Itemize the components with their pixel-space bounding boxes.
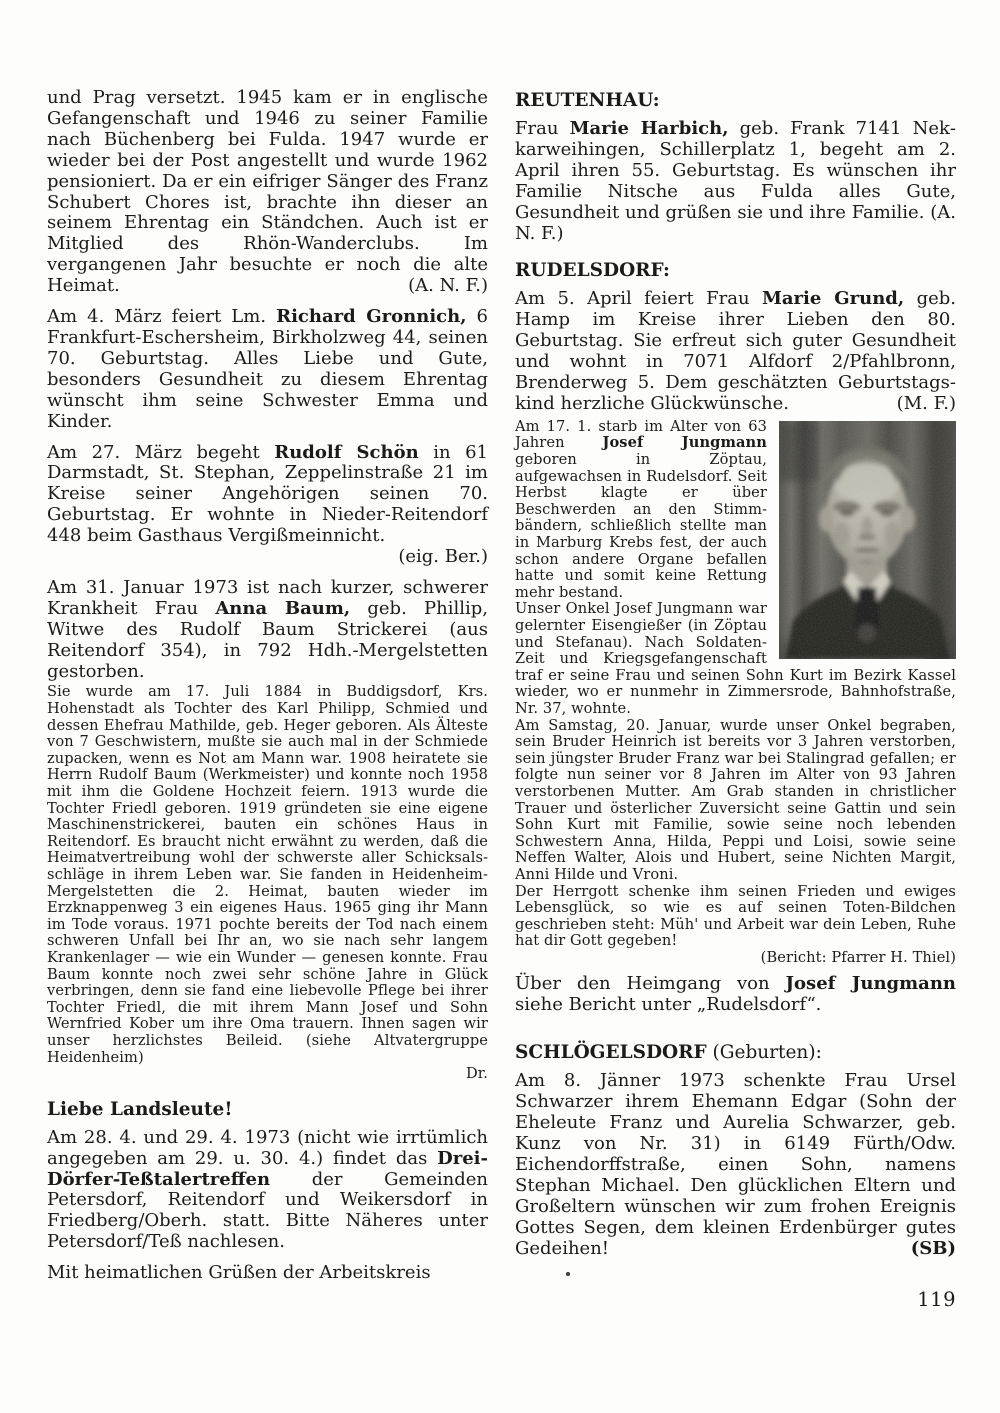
paragraph-text: Der Herrgott schenke ihm seinen Frieden und ewiges Lebensglück, so wie es auf seinen Toten-Bildchen geschrieben steht: Müh' und Arbeit war dein Leben, Ruhe hat dir Gott gegeben!: [515, 882, 956, 950]
right-column: [515, 88, 956, 1269]
paragraph-baum: [47, 578, 488, 683]
paragraph-harbich: [515, 119, 956, 244]
attribution: (M. F.): [896, 392, 956, 414]
paragraph-gruesse: Mit heimatlichen Grüßen der Arbeitskreis: [47, 1262, 431, 1284]
paragraph-text: Am 5. April feiert Frau: [515, 288, 762, 310]
person-name: Richard Gronnich,: [276, 306, 467, 328]
paragraph-text: geb. Phillip, Witwe des Rudolf Baum Strickerei (aus Reitendorf 354), in 792 Hdh.-Mergelstetten gestorben.: [47, 597, 488, 682]
heading-reutenhau: REUTENHAU:: [515, 90, 660, 111]
paragraph-text: Am 27. März begeht: [47, 441, 275, 463]
heading-rest: (Geburten):: [706, 1042, 822, 1064]
attribution: Dr.: [465, 1065, 488, 1083]
obituary-paragraph-4: [515, 884, 956, 967]
paragraph-text: geb. Frank 7141 Nekkarweihingen, Schillerplatz 1, begeht am 2. April ihren 55. Geburtstag. Es wünschen ihr Familie Nitsche aus Fulda alles Gute, Gesundheit und grüßen sie und ihre Familie. (A. N. F.): [515, 118, 956, 244]
paragraph-text: Frau: [515, 118, 570, 139]
person-name: Josef Jungmann: [785, 973, 957, 995]
paragraph-text: Am 17. 1. starb im Alter von 63 Jahren: [515, 417, 767, 452]
paragraph-text: Über den Heimgang von: [515, 973, 786, 995]
paragraph-geburt: [515, 1071, 956, 1259]
paragraph-text: Sie wurde am 17. Juli 1884 in Buddigsdorf, Krs. Hohenstadt als Tochter des Karl Philipp, Schmied und dessen Ehefrau Mathilde, geb. Heger geboren. Als Älteste von 7 Geschwistern, mußte sie auch mal in der Schmiede zupacken, wenn es Not am Mann war. 1908 heiratete sie Herrn Rudolf Baum (Werkmeister) und konnte noch 1958 mit ihm die Goldene Hochzeit feiern. 1913 wurde die Tochter Friedl geboren. 1919 gründeten sie eine eigene Maschinenstrickerei, bauten ein schönes Haus in Reitendorf. Es braucht nicht erwähnt zu werden, daß die Heimatvertreibung wohl der schwerste aller Schicksalsschläge in ihrem Leben war. Sie fanden in Heidenheim-Mergelstetten die 2. Heimat, bauten wieder im Erzknappenweg 3 ein eigenes Haus. 1965 ging ihr Mann im Tode voraus. 1971 pochte bereits der Tod nach einem schweren Unfall bei Ihr an, wo sie nach sehr langem Krankenlager — wie ein Wunder — genesen konnte. Frau Baum konnte noch zwei sehr schöne Jahre in Glück verbringen, denn sie fand eine liebevolle Pflege bei ihrer Tochter Friedl, die mit ihrem Mann Josef und Sohn Wernfried Kober um ihre Oma trauern. Ihnen sagen wir unser herzlichstes Beileid. (siehe Altvatergruppe Heidenheim): [47, 683, 488, 1066]
heading-schloegelsdorf: [515, 1042, 956, 1064]
paragraph-text: in 61 Darmstadt, St. Stephan, Zeppelinstraße 21 im Kreise seiner Angehörigen seinen 70. Geburtstag. Er wohnte in Nieder-Reitendorf 448 beim Gasthaus Vergißmeinnicht.: [47, 441, 489, 547]
paragraph-continuation: [47, 88, 488, 297]
attribution: (A. N. F.): [408, 275, 488, 297]
heading-bold: SCHLÖGELSDORF: [515, 1042, 707, 1064]
paragraph-text: Am 31. Januar 1973 ist nach kurzer, schwerer Krankheit Frau: [47, 576, 488, 619]
paragraph-treffen: [47, 1128, 488, 1253]
portrait-photo-josef-jungmann: [779, 421, 956, 659]
obituary-paragraph-3: Am Samstag, 20. Januar, wurde unser Onkel begraben, sein Bruder Heinrich ist bereits vor 3 Jahren verstorben, sein jüngster Bruder Franz war bei Stalingrad gefallen; er folgte nun seiner vor 8 Jahren im Alter von 93 Jahren verstorbenen Mutter. Am Grab standen in christlicher Trauer und österlicher Zuversicht seine Gattin und sein Sohn Kurt mit Familie, sowie seine noch lebenden Schwestern Anna, Hilda, Peppi und Loisi, sowie seine Neffen Walter, Alois und Hubert, seine Nichten Margit, Anni Hilde und Vroni.: [515, 716, 956, 883]
paragraph-schoen: [47, 443, 488, 568]
paragraph-text: Am 8. Jänner 1973 schenkte Frau Ursel Schwarzer ihrem Ehemann Edgar (Sohn der Eheleute Franz und Aurelia Schwarzer, geb. Kunz von Nr. 31) in 6149 Fürth/Odw. Eichendorffstraße, einen Sohn, namens Stephan Michael. Den glücklichen Eltern und Großeltern wünschen wir zum frohen Ereignis Gottes Segen, dem kleinen Erdenbürger gutes Gedeihen!: [515, 1070, 956, 1259]
obituary-jungmann: [515, 419, 956, 967]
paragraph-text: geb. Hamp im Kreise ihrer Lieben den 80. Geburtstag. Sie erfreut sich guter Gesundheit und wohnt in 7071 Alfdorf 2/Pfahlbronn, Brenderweg 5. Dem geschätzten Geburtstagskind herzliche Glückwünsche.: [515, 288, 957, 414]
paragraph-text: Am 28. 4. und 29. 4. 1973 (nicht wie irrtümlich angegeben am 29. u. 30. 4.) findet das: [47, 1126, 488, 1169]
person-name: Anna Baum,: [215, 597, 351, 619]
paragraph-text: 6 Frankfurt-Eschersheim, Birkholzweg 44, seinen 70. Geburtstag. Alles Liebe und Gute, besonders Gesundheit zu diesem Ehrentag wünscht ihm seine Schwester Emma und Kinder.: [47, 306, 488, 432]
paragraph-gronnich: [47, 307, 488, 432]
attribution: (SB): [910, 1237, 956, 1259]
obituary-paragraph-2: Unser Onkel Josef Jungmann war gelernter Eisengießer (in Zöptau und Stefanau). Nach Soldaten-Zeit und Kriegsgefangenschaft traf er seine Frau und seinen Sohn Kurt im Bezirk Kassel wieder, wo er nunmehr in Zimmersrode, Bahnhofstraße, Nr. 37, wohnte.: [515, 600, 956, 717]
left-column: [47, 88, 488, 1294]
portrait-photo-image: [779, 421, 956, 659]
event-name: Drei-Dörfer-Teßtalertreffen: [47, 1147, 488, 1190]
paragraph-text: der Gemeinden Petersdorf, Reitendorf und Weikersdorf in Friedberg/Oberh. statt. Bitte Näheres unter Petersdorf/Teß nachlesen.: [47, 1168, 488, 1253]
paragraph-text: Am 4. März feiert Lm.: [47, 306, 277, 328]
heading-liebe-landsleute: Liebe Landsleute!: [47, 1098, 233, 1120]
heading-rudelsdorf: RUDELSDORF:: [515, 260, 670, 282]
attribution: (Bericht: Pfarrer H. Thiel): [760, 948, 956, 966]
person-name: Marie Harbich,: [569, 118, 729, 139]
person-name: Marie Grund,: [761, 288, 905, 310]
person-name: Josef Jungmann: [602, 434, 767, 452]
person-name: Rudolf Schön: [274, 441, 419, 463]
paragraph-grund: [515, 289, 956, 414]
paragraph-text: geboren in Zöptau, aufgewachsen in Rudelsdorf. Seit Herbst klagte er über Beschwerden an den Stimmbändern, schließlich stellte man in Marburg Krebs fest, der auch schon andere Organe befallen hatte und somit keine Rettung mehr bestand.: [515, 451, 767, 601]
paragraph-baum-obituary: [47, 684, 488, 1082]
attribution: (eig. Ber.): [398, 546, 488, 568]
paragraph-heimgang: [515, 974, 956, 1016]
paragraph-text: siehe Bericht unter „Rudelsdorf“.: [515, 994, 822, 1016]
paragraph-text: und Prag versetzt. 1945 kam er in englische Gefangenschaft und 1946 zu seiner Familie nach Büchenberg bei Fulda. 1947 wurde er wieder bei der Post angestellt und wurde 1962 pensioniert. Da er ein eifriger Sänger des Franz Schubert Chores ist, brachte ihn dieser an seinem Ehrentag ein Ständchen. Auch ist er Mitglied des Rhön-Wanderclubs. Im vergangenen Jahr besuchte er noch die alte Heimat.: [47, 87, 488, 297]
stray-ink-dot: [566, 1272, 570, 1276]
page-number: 119: [917, 1288, 956, 1311]
